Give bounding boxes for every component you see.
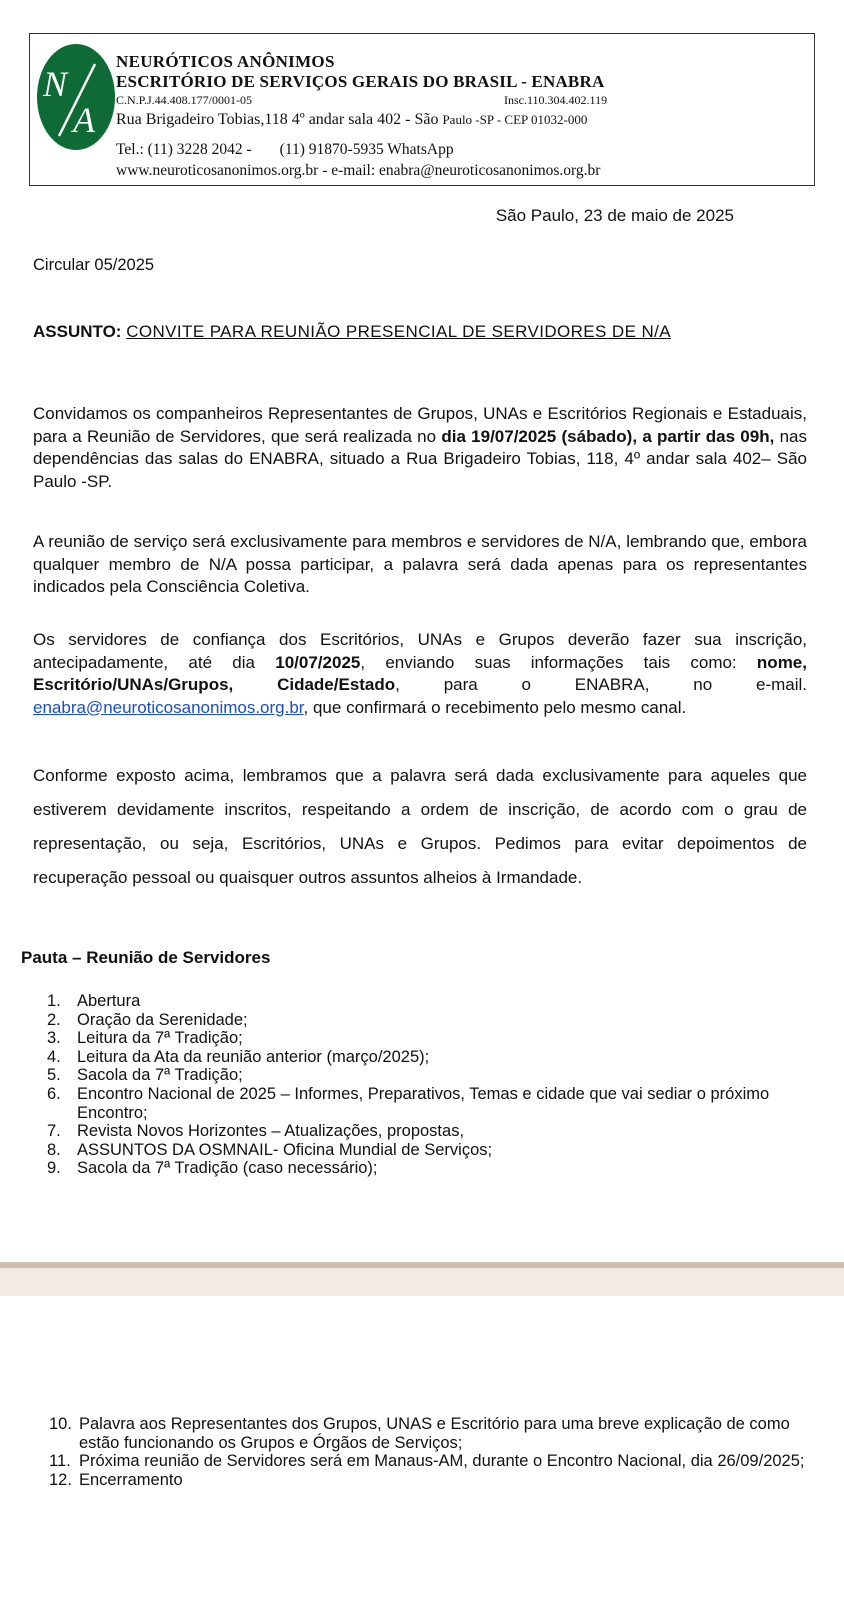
- agenda-text: Sacola da 7ª Tradição;: [77, 1066, 243, 1085]
- paragraph-rules: Conforme exposto acima, lembramos que a palavra será dada exclusivamente para aqueles que estiverem devidamente inscritos, respeitando a ordem de inscrição, de acordo com o grau de representação, ou seja, Escritórios, UNAs e Grupos. Pedimos para evitar depoimentos de recuperação pessoal ou quaisquer outros assuntos alheios à Irmandade.: [33, 766, 807, 887]
- p1-text-a: Convidamos os companheiros Representantes de Grupos, UNAs e Escritórios Regionais e Estaduais, para a Reunião de Servidores, que será realizada no: [33, 404, 807, 446]
- whatsapp: (11) 91870-5935 WhatsApp: [279, 141, 454, 158]
- agenda-title: Pauta – Reunião de Servidores: [21, 948, 271, 967]
- agenda-item: [49, 1415, 829, 1452]
- paragraph-membership: A reunião de serviço será exclusivamente para membros e servidores de N/A, lembrando que, embora qualquer membro de N/A possa participar, a palavra será dada apenas para os representantes indicados pela Consciência Coletiva.: [33, 532, 807, 596]
- agenda-item: [47, 1159, 827, 1178]
- agenda-num: 11.: [49, 1452, 71, 1471]
- agenda-num: 5.: [47, 1066, 61, 1085]
- agenda-text: ASSUNTOS DA OSMNAIL- Oficina Mundial de Serviços;: [77, 1140, 493, 1159]
- agenda-text: Encontro Nacional de 2025 – Informes, Preparativos, Temas e cidade que vai sediar o próximo Encontro;: [77, 1084, 770, 1122]
- agenda-text: Leitura da 7ª Tradição;: [77, 1029, 243, 1048]
- date-line: São Paulo, 23 de maio de 2025: [495, 206, 734, 225]
- svg-text:N: N: [43, 64, 68, 104]
- agenda-item: [47, 1141, 827, 1160]
- email-link[interactable]: enabra@neuroticosanonimos.org.br: [33, 697, 304, 717]
- agenda-item: [47, 1048, 827, 1067]
- subject-label: ASSUNTO:: [33, 322, 127, 341]
- address-main: Rua Brigadeiro Tobias,118 4º andar sala 402 - São: [116, 111, 443, 128]
- agenda-item: [49, 1452, 829, 1471]
- agenda-num: 1.: [47, 992, 61, 1010]
- agenda-num: 7.: [47, 1122, 61, 1141]
- agenda-text: Palavra aos Representantes dos Grupos, UNAS e Escritório para uma breve explicação de como estão funcionando os Grupos e Órgãos de Serviços;: [79, 1415, 790, 1452]
- p3-text-e: , para o ENABRA, no e-mail.: [395, 675, 807, 694]
- agenda-num: 4.: [47, 1047, 61, 1066]
- agenda-num: 3.: [47, 1029, 61, 1048]
- agenda-item: [47, 992, 827, 1011]
- subject: [33, 322, 671, 342]
- agenda-list-continued: [49, 1415, 829, 1489]
- na-logo: [37, 44, 115, 150]
- address-small: Paulo -SP - CEP 01032-000: [442, 112, 588, 127]
- agenda-num: 9.: [47, 1159, 61, 1178]
- agenda-text: Encerramento: [79, 1470, 183, 1489]
- p3-text-f: , que confirmará o recebimento pelo mesmo canal.: [303, 697, 687, 717]
- agenda-item: [47, 1066, 827, 1085]
- p1-text-c: nas dependências das salas do ENABRA, situado a Rua Brigadeiro Tobias, 118, 4º andar sala 402– São Paulo -SP.: [33, 426, 807, 491]
- agenda-text: Leitura da Ata da reunião anterior (março/2025);: [77, 1047, 430, 1066]
- p3-text-c: , enviando suas informações tais como:: [360, 652, 757, 672]
- phone: Tel.: (11) 3228 2042 -: [116, 141, 252, 158]
- agenda-item: [49, 1471, 829, 1490]
- agenda-num: 6.: [47, 1084, 61, 1103]
- agenda-item: [47, 1122, 827, 1141]
- page-break-gap: [0, 1268, 844, 1296]
- agenda-text: Revista Novos Horizontes – Atualizações, propostas,: [77, 1122, 465, 1141]
- letterhead: [29, 33, 815, 186]
- insc: Insc.110.304.402.119: [504, 93, 608, 107]
- circular-number: Circular 05/2025: [33, 256, 155, 274]
- agenda-text: Sacola da 7ª Tradição (caso necessário);: [77, 1159, 378, 1178]
- paragraph-registration: [33, 629, 807, 719]
- agenda-item: [47, 1029, 827, 1048]
- agenda-num: 12.: [49, 1470, 72, 1489]
- office-name: ESCRITÓRIO DE SERVIÇOS GERAIS DO BRASIL - ENABRA: [116, 72, 605, 91]
- agenda-text: Abertura: [77, 992, 141, 1010]
- subject-text: CONVITE PARA REUNIÃO PRESENCIAL DE SERVIDORES DE N/A: [126, 322, 671, 341]
- agenda-num: 8.: [47, 1140, 61, 1159]
- p3-deadline: 10/07/2025: [275, 652, 361, 672]
- phones: [116, 141, 454, 159]
- agenda-item: [47, 1011, 827, 1030]
- agenda-item: [47, 1085, 827, 1122]
- address: [116, 111, 587, 129]
- p3-text-a: Os servidores de confiança dos Escritórios, UNAs e Grupos deverão fazer sua inscrição, antecipadamente, até dia: [33, 630, 807, 672]
- p3-fields: nome, Escritório/UNAs/Grupos, Cidade/Estado: [33, 652, 807, 694]
- web-email: www.neuroticosanonimos.org.br - e-mail: enabra@neuroticosanonimos.org.br: [116, 162, 601, 179]
- agenda-num: 10.: [49, 1415, 72, 1433]
- cnpj: C.N.P.J.44.408.177/0001-05: [116, 93, 253, 107]
- agenda-list: [47, 992, 827, 1178]
- p1-date-bold: dia 19/07/2025 (sábado), a partir das 09h,: [441, 426, 775, 446]
- agenda-text: Oração da Serenidade;: [77, 1010, 248, 1029]
- agenda-num: 2.: [47, 1010, 61, 1029]
- svg-text:A: A: [73, 100, 95, 140]
- org-name: NEURÓTICOS ANÔNIMOS: [116, 52, 335, 71]
- agenda-text: Próxima reunião de Servidores será em Manaus-AM, durante o Encontro Nacional, dia 26/09/2025;: [79, 1452, 805, 1471]
- paragraph-invitation: [33, 403, 807, 493]
